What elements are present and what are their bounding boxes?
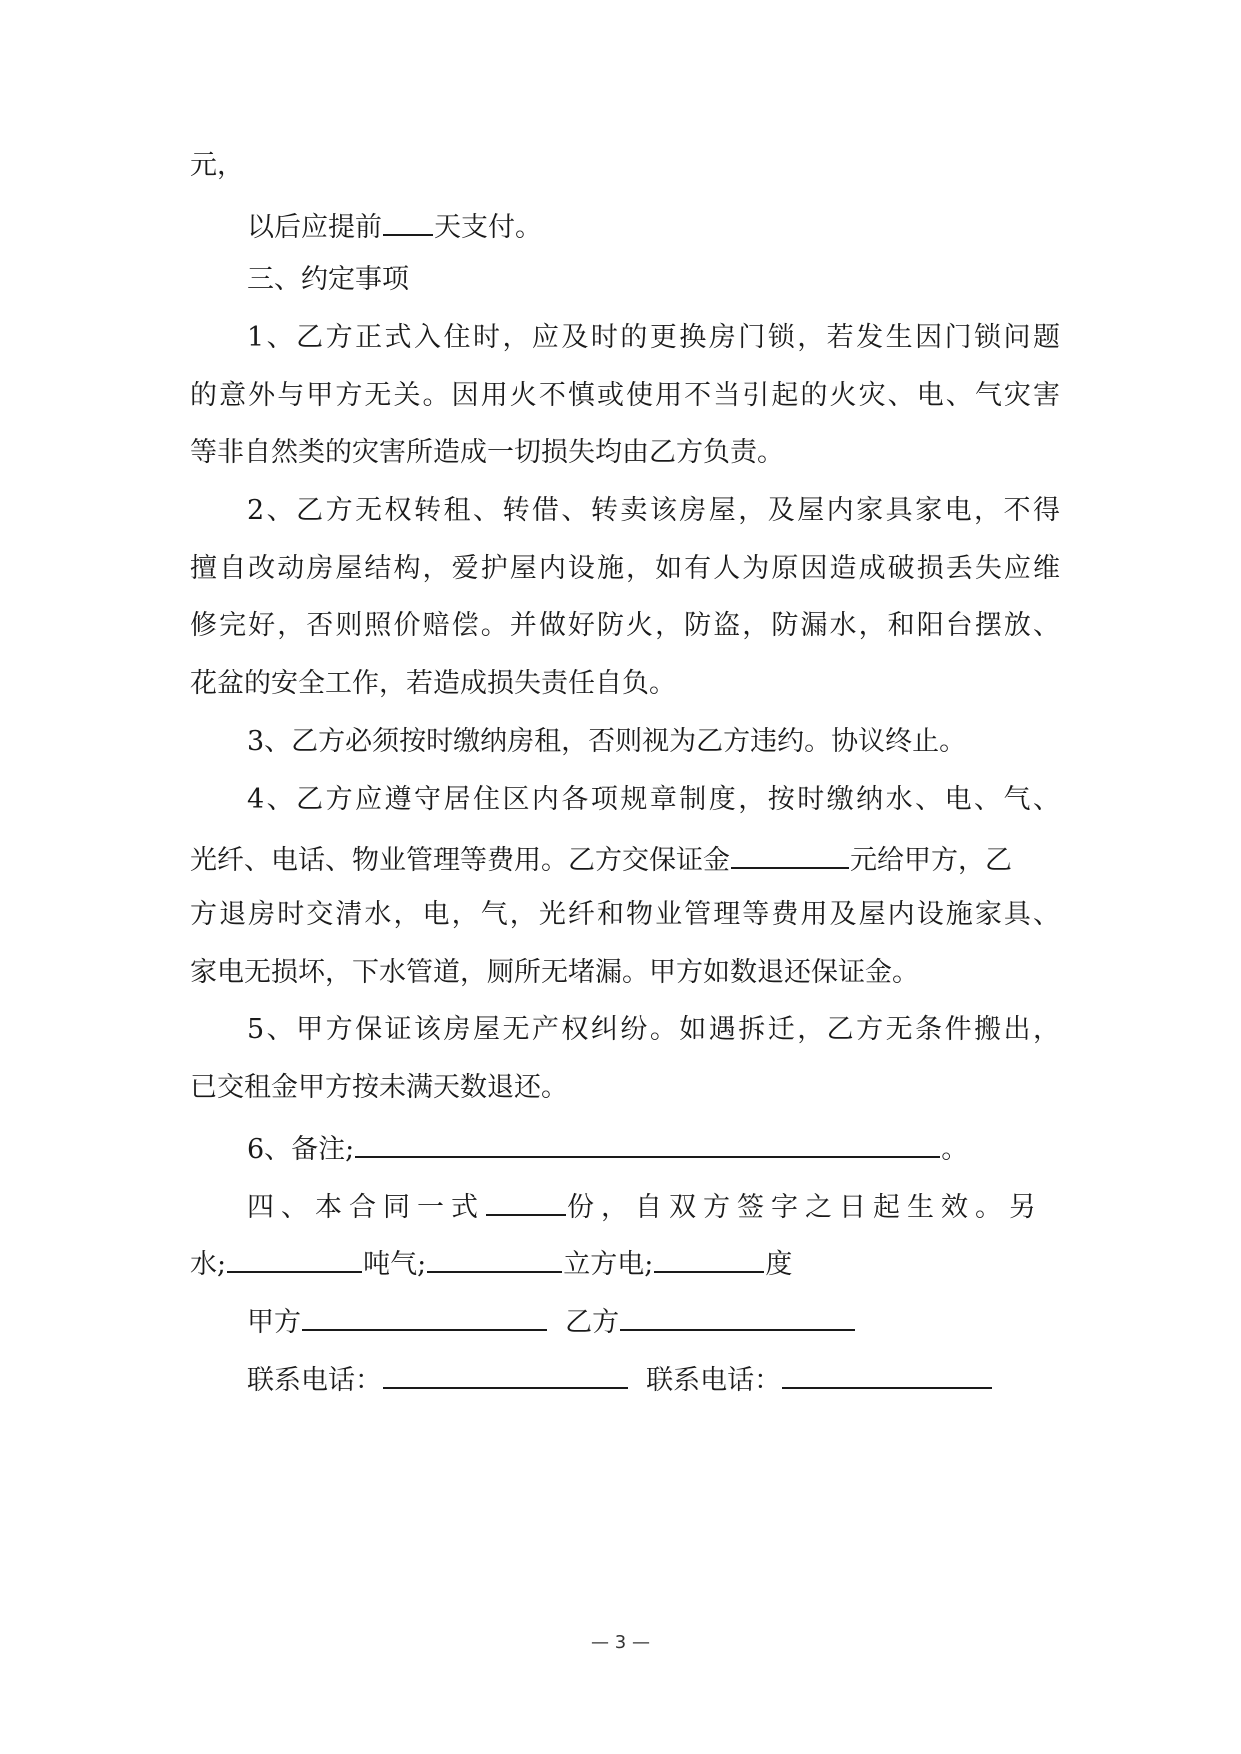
text-fragment: 水;: [190, 1249, 227, 1280]
contact-line: [247, 1357, 1060, 1397]
text-line: [190, 146, 1060, 186]
text-fragment: 。: [941, 1134, 969, 1165]
section-heading: [247, 260, 1060, 300]
text-fragment: 光纤、电话、物业管理等费用。乙方交保证金: [190, 845, 730, 876]
text-line: [247, 1126, 1060, 1166]
fill-blank: [782, 1357, 992, 1389]
text-line: 3、乙方必须按时缴纳房租，否则视为乙方违约。协议终止。: [247, 726, 967, 757]
text-line: 4、乙方应遵守居住区内各项规章制度，按时缴纳水、电、气、: [247, 784, 1060, 815]
text-line: [190, 837, 1060, 877]
text-line: [247, 1184, 1060, 1224]
text-line: 擅自改动房屋结构，爱护屋内设施，如有人为原因造成破损丢失应维: [190, 553, 1060, 584]
text-fragment: 度: [765, 1249, 793, 1280]
fill-blank: [427, 1241, 562, 1273]
fill-blank: [486, 1184, 566, 1216]
text-line: 5、甲方保证该房屋无产权纠纷。如遇拆迁，乙方无条件搬出，: [247, 1014, 1060, 1045]
text-fragment: 立方电;: [563, 1249, 654, 1280]
text-fragment: 吨气;: [363, 1249, 427, 1280]
text-line: 2、乙方无权转租、转借、转卖该房屋，及屋内家具家电，不得: [247, 495, 1060, 526]
text-line: 已交租金甲方按未满天数退还。: [190, 1072, 568, 1103]
text-line: 家电无损坏，下水管道，厕所无堵漏。甲方如数退还保证金。: [190, 957, 919, 988]
fill-blank: [355, 1126, 940, 1158]
text-line: 1、乙方正式入住时，应及时的更换房门锁，若发生因门锁问题: [247, 322, 1060, 353]
text-fragment: 四、本合同一式: [247, 1192, 485, 1223]
text-fragment: 乙方: [565, 1307, 620, 1338]
text-fragment: 份，自双方签字之日起生效。另: [567, 1192, 1043, 1223]
text-line: [190, 1241, 1060, 1281]
text-fragment: 天支付。: [434, 212, 542, 243]
text-fragment: 元给甲方，乙: [850, 845, 1012, 876]
page-number: — 3 —: [591, 1632, 650, 1653]
text-fragment: 三、约定事项: [247, 264, 409, 295]
fill-blank: [383, 204, 433, 236]
fill-blank: [383, 1357, 628, 1389]
text-line: 方退房时交清水，电，气，光纤和物业管理等费用及屋内设施家具、: [190, 899, 1060, 930]
text-fragment: 以后应提前: [247, 212, 382, 243]
text-line: 等非自然类的灾害所造成一切损失均由乙方负责。: [190, 437, 784, 468]
text-fragment: 6、备注;: [247, 1134, 355, 1165]
fill-blank: [302, 1299, 547, 1331]
text-line: 花盆的安全工作，若造成损失责任自负。: [190, 668, 676, 699]
text-fragment: 元，: [190, 150, 244, 181]
fill-blank: [654, 1241, 764, 1273]
text-line: [247, 204, 1060, 244]
text-fragment: 联系电话：: [646, 1365, 782, 1396]
fill-blank: [620, 1299, 855, 1331]
text-fragment: 甲方: [247, 1307, 301, 1338]
signature-line: [247, 1299, 1060, 1339]
text-line: 的意外与甲方无关。因用火不慎或使用不当引起的火灾、电、气灾害: [190, 380, 1060, 411]
text-line: 修完好，否则照价赔偿。并做好防火，防盗，防漏水，和阳台摆放、: [190, 610, 1060, 641]
fill-blank: [731, 837, 849, 869]
text-fragment: 联系电话：: [247, 1365, 382, 1396]
fill-blank: [227, 1241, 362, 1273]
